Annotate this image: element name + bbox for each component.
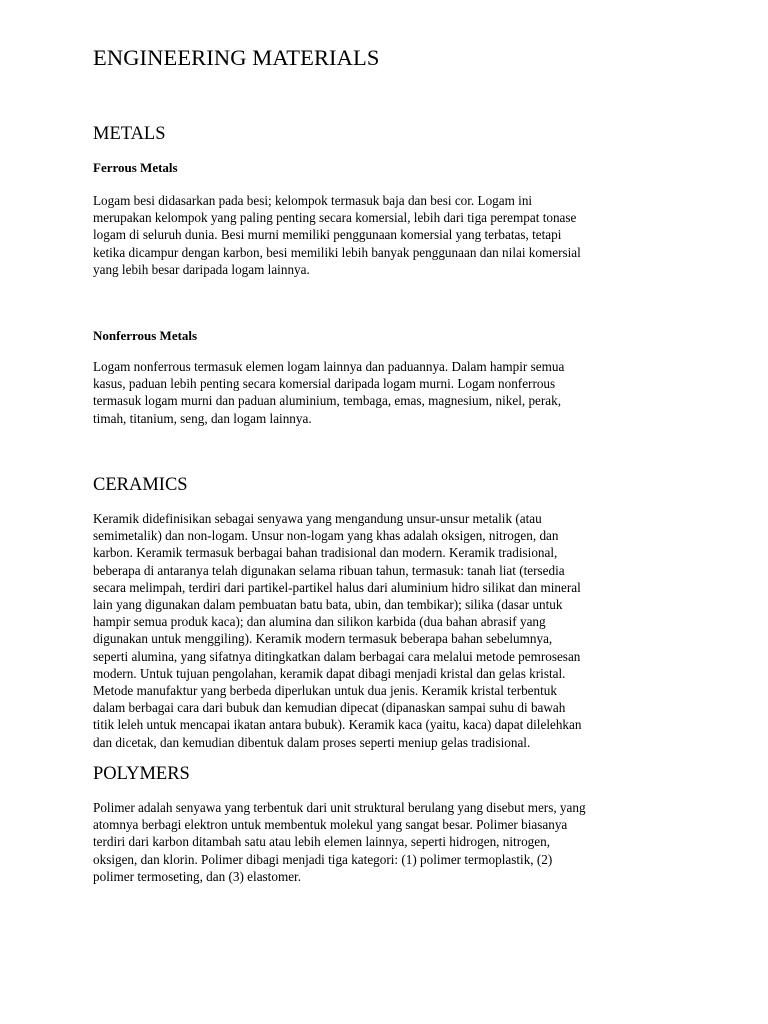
paragraph-line: timah, titanium, seng, dan logam lainnya.	[93, 410, 312, 426]
paragraph-line: Logam besi didasarkan pada besi; kelompok termasuk baja dan besi cor. Logam ini	[93, 193, 533, 208]
section-heading-polymers: POLYMERS	[93, 764, 190, 784]
paragraph-line: seperti alumina, yang sifatnya ditingkatkan dalam berbagai cara melalui metode pemrosesan	[93, 648, 581, 664]
paragraph-ferrous-metals	[93, 192, 693, 278]
paragraph-line: karbon. Keramik termasuk berbagai bahan tradisional dan modern. Keramik tradisional,	[93, 545, 558, 561]
subheading-ferrous-metals: Ferrous Metals	[93, 160, 178, 175]
paragraph-line: Polimer adalah senyawa yang terbentuk dari unit struktural berulang yang disebut mers, yang	[93, 800, 586, 815]
paragraph-line: Metode manufaktur yang berbeda diperlukan untuk dua jenis. Keramik kristal terbentuk	[93, 683, 557, 699]
paragraph-line: ketika dicampur dengan karbon, besi memiliki lebih banyak penggunaan dan nilai komersial	[93, 244, 581, 260]
document-title: ENGINEERING MATERIALS	[93, 45, 380, 70]
paragraph-line: dan dicetak, dan kemudian dibentuk dalam proses seperti meniup gelas tradisional.	[93, 734, 531, 750]
paragraph-line: hampir semua produk kaca); dan alumina dan silikon karbida (dua bahan abrasif yang	[93, 614, 546, 630]
paragraph-line: yang lebih besar daripada logam lainnya.	[93, 261, 310, 277]
paragraph-polymers	[93, 799, 693, 885]
paragraph-line: dalam berbagai cara dari bubuk dan kemudian dipecat (dipanaskan sampai suhu di bawah	[93, 700, 566, 716]
paragraph-line: lain yang digunakan dalam pembuatan batu bata, ubin, dan tembikar); silika (dasar untuk	[93, 597, 563, 613]
paragraph-line: digunakan untuk menggiling). Keramik modern termasuk beberapa bahan sebelumnya,	[93, 631, 553, 647]
paragraph-nonferrous-metals	[93, 358, 693, 427]
paragraph-line: kasus, paduan lebih penting secara komersial daripada logam murni. Logam nonferrous	[93, 376, 556, 392]
paragraph-line: logam di seluruh dunia. Besi murni memiliki penggunaan komersial yang terbatas, tetapi	[93, 227, 562, 243]
paragraph-line: merupakan kelompok yang paling penting secara komersial, lebih dari tiga perempat tonase	[93, 210, 577, 226]
paragraph-line: beberapa di antaranya telah digunakan selama ribuan tahun, termasuk: tanah liat (tersedia	[93, 562, 565, 578]
paragraph-line: titik leleh untuk mencapai ikatan antara bubuk). Keramik kaca (yaitu, kaca) dapat dilelehkan	[93, 717, 582, 733]
paragraph-line: polimer termoseting, dan (3) elastomer.	[93, 868, 302, 884]
paragraph-line: oksigen, dan klorin. Polimer dibagi menjadi tiga kategori: (1) polimer termoplastik, (2)	[93, 851, 553, 867]
paragraph-line: Keramik didefinisikan sebagai senyawa yang mengandung unsur-unsur metalik (atau	[93, 511, 542, 526]
paragraph-line: Logam nonferrous termasuk elemen logam lainnya dan paduannya. Dalam hampir semua	[93, 359, 565, 374]
paragraph-ceramics	[93, 510, 693, 751]
section-heading-metals: METALS	[93, 124, 166, 144]
paragraph-line: termasuk logam murni dan paduan aluminium, tembaga, emas, magnesium, nikel, perak,	[93, 393, 562, 409]
paragraph-line: secara melimpah, terdiri dari partikel-partikel halus dari aluminium hidro silikat dan mineral	[93, 579, 581, 595]
section-heading-ceramics: CERAMICS	[93, 475, 188, 495]
paragraph-line: atomnya berbagi elektron untuk membentuk molekul yang sangat besar. Polimer biasanya	[93, 817, 568, 833]
paragraph-line: terdiri dari karbon ditambah satu atau lebih elemen lainnya, seperti hidrogen, nitrogen,	[93, 834, 551, 850]
paragraph-line: modern. Untuk tujuan pengolahan, keramik dapat dibagi menjadi kristal dan gelas kristal.	[93, 665, 566, 681]
paragraph-line: semimetalik) dan non-logam. Unsur non-logam yang khas adalah oksigen, nitrogen, dan	[93, 528, 559, 544]
subheading-nonferrous-metals: Nonferrous Metals	[93, 328, 198, 343]
